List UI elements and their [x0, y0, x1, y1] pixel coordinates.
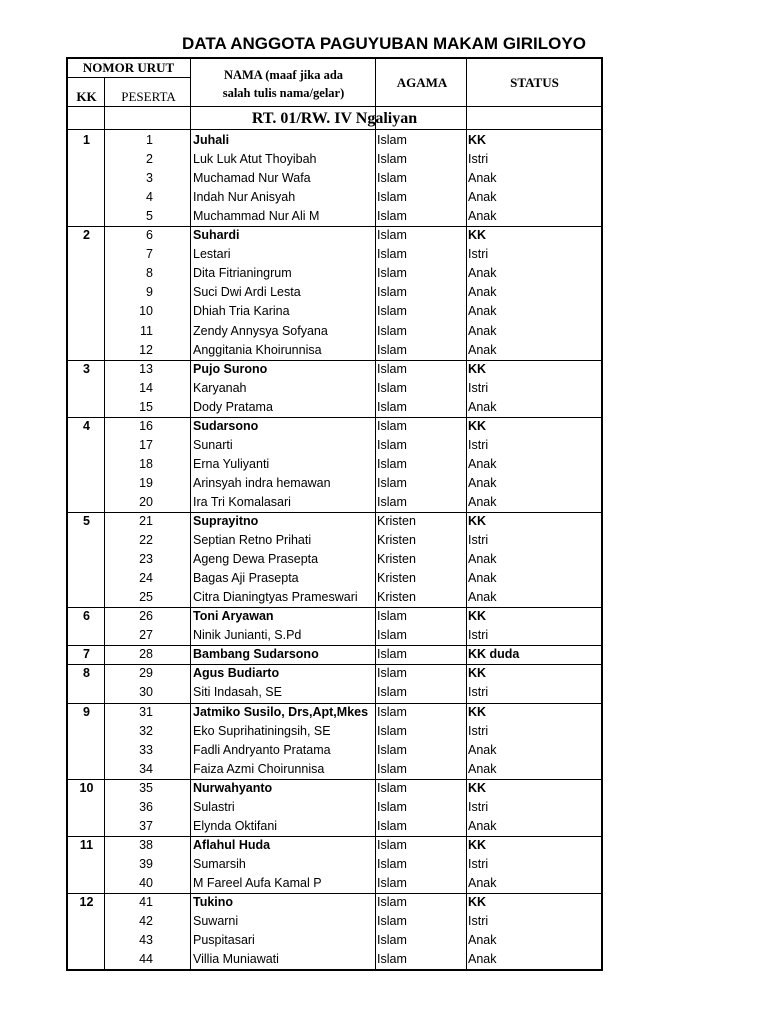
- table-row: [68, 626, 601, 645]
- peserta-number: 16: [139, 418, 153, 433]
- peserta-number: 25: [139, 590, 153, 605]
- peserta-number: 11: [140, 323, 153, 338]
- peserta-number: 18: [139, 456, 153, 471]
- kk-number: 6: [83, 609, 90, 624]
- peserta-number: 5: [146, 209, 153, 224]
- header-kk: KK: [76, 89, 97, 104]
- member-status: KK: [468, 133, 487, 147]
- member-status: Anak: [468, 875, 497, 890]
- table-row: [68, 664, 601, 683]
- kk-number: 1: [83, 133, 90, 147]
- member-status: KK: [468, 780, 487, 795]
- member-status: Anak: [468, 590, 497, 605]
- peserta-number: 3: [146, 171, 153, 186]
- member-religion: Islam: [377, 895, 407, 909]
- member-religion: Islam: [377, 190, 407, 205]
- peserta-number: 24: [139, 571, 153, 586]
- member-name: Nurwahyanto: [193, 780, 273, 795]
- member-religion: Islam: [377, 799, 407, 814]
- member-religion: Islam: [377, 494, 407, 509]
- member-name: Fadli Andryanto Pratama: [193, 742, 331, 757]
- member-religion: Islam: [377, 780, 407, 795]
- peserta-number: 41: [139, 895, 153, 909]
- member-name: Agus Budiarto: [193, 666, 280, 681]
- member-religion: Islam: [377, 228, 407, 243]
- table-row: [68, 607, 601, 626]
- member-name: Dhiah Tria Karina: [193, 304, 290, 319]
- member-name: Dita Fitrianingrum: [193, 266, 292, 281]
- peserta-number: 1: [146, 133, 153, 147]
- peserta-number: 21: [139, 514, 153, 528]
- table-row: [68, 360, 601, 379]
- member-name: Luk Luk Atut Thoyibah: [193, 152, 317, 167]
- table-row: [68, 188, 601, 207]
- member-status: Anak: [468, 818, 497, 833]
- member-status: KK: [468, 609, 487, 624]
- member-name: Bambang Sudarsono: [193, 647, 319, 662]
- kk-number: 8: [83, 666, 90, 681]
- member-name: Siti Indasah, SE: [193, 685, 282, 700]
- member-religion: Islam: [377, 742, 407, 757]
- member-name: Sumarsih: [193, 856, 246, 871]
- table-row: [68, 417, 601, 436]
- member-status: Anak: [468, 399, 497, 414]
- member-name: Pujo Surono: [193, 361, 268, 376]
- table-row: [68, 912, 601, 931]
- section-title: RT. 01/RW. IV Ngaliyan: [251, 110, 418, 127]
- peserta-number: 37: [139, 818, 153, 833]
- member-religion: Islam: [377, 875, 407, 890]
- peserta-number: 10: [139, 304, 153, 319]
- table-row: [68, 531, 601, 550]
- member-status: KK: [468, 228, 487, 243]
- member-name: Dody Pratama: [193, 399, 273, 414]
- member-name: Citra Dianingtyas Prameswari: [193, 590, 358, 605]
- table-row: [68, 474, 601, 493]
- table-row: [68, 950, 601, 969]
- table-row: [68, 226, 601, 245]
- peserta-number: 17: [139, 437, 153, 452]
- member-religion: Kristen: [377, 533, 416, 548]
- member-religion: Islam: [377, 666, 407, 681]
- member-status: Anak: [468, 190, 497, 205]
- member-status: KK: [468, 361, 487, 376]
- header-nama: [192, 66, 375, 102]
- table-row: [68, 150, 601, 169]
- member-name: Tukino: [193, 895, 234, 909]
- peserta-number: 4: [146, 190, 153, 205]
- peserta-number: 39: [139, 856, 153, 871]
- header-nama-line1: NAMA (maaf jika ada: [223, 68, 344, 82]
- peserta-number: 29: [139, 666, 153, 681]
- member-religion: Islam: [377, 285, 407, 300]
- member-status: Istri: [468, 152, 489, 167]
- member-name: Eko Suprihatiningsih, SE: [193, 723, 331, 738]
- member-name: Erna Yuliyanti: [193, 456, 270, 471]
- member-name: Juhali: [193, 133, 230, 147]
- header-status: STATUS: [510, 75, 559, 90]
- member-religion: Islam: [377, 133, 407, 147]
- member-status: Anak: [468, 475, 497, 490]
- member-status: Anak: [468, 304, 497, 319]
- member-religion: Islam: [377, 247, 407, 262]
- peserta-number: 27: [139, 628, 153, 643]
- member-religion: Islam: [377, 818, 407, 833]
- peserta-number: 33: [139, 742, 153, 757]
- member-status: Anak: [468, 552, 497, 567]
- table-row: [68, 512, 601, 531]
- peserta-number: 2: [146, 152, 153, 167]
- member-name: Puspitasari: [193, 933, 255, 948]
- table-row: [68, 855, 601, 874]
- peserta-number: 22: [139, 533, 153, 548]
- member-status: Anak: [468, 209, 497, 224]
- table-row: [68, 836, 601, 855]
- member-name: Karyanah: [193, 380, 247, 395]
- peserta-number: 42: [139, 914, 153, 929]
- peserta-number: 32: [139, 723, 153, 738]
- member-religion: Islam: [377, 456, 407, 471]
- table-row: [68, 207, 601, 226]
- member-status: Anak: [468, 742, 497, 757]
- table-row: [68, 741, 601, 760]
- kk-number: 4: [83, 418, 90, 433]
- member-religion: Kristen: [377, 552, 416, 567]
- member-status: Anak: [468, 933, 497, 948]
- peserta-number: 23: [139, 552, 153, 567]
- member-religion: Islam: [377, 323, 407, 338]
- member-status: KK: [468, 895, 487, 909]
- peserta-number: 12: [139, 342, 153, 357]
- peserta-number: 19: [139, 475, 153, 490]
- table-row: [68, 703, 601, 722]
- table-row: [68, 683, 601, 702]
- peserta-number: 20: [139, 494, 153, 509]
- member-religion: Islam: [377, 152, 407, 167]
- table-row: [68, 760, 601, 779]
- member-name: Villia Muniawati: [193, 952, 279, 967]
- member-status: Istri: [468, 247, 489, 262]
- member-status: Istri: [468, 856, 489, 871]
- header-bottom-line: [68, 106, 601, 107]
- table-row: [68, 569, 601, 588]
- kk-number: 3: [83, 361, 90, 376]
- header-nomor-urut: NOMOR URUT: [82, 60, 175, 75]
- member-status: Istri: [468, 380, 489, 395]
- member-name: Suprayitno: [193, 514, 259, 528]
- table-row: [68, 322, 601, 341]
- member-status: Anak: [468, 323, 497, 338]
- member-status: Istri: [468, 914, 489, 929]
- member-status: Istri: [468, 685, 489, 700]
- member-name: Lestari: [193, 247, 231, 262]
- member-religion: Islam: [377, 361, 407, 376]
- peserta-number: 40: [139, 875, 153, 890]
- member-status: Istri: [468, 533, 489, 548]
- member-name: Muchammad Nur Ali M: [193, 209, 320, 224]
- kk-number: 12: [79, 895, 94, 909]
- member-status: Anak: [468, 571, 497, 586]
- table-row: [68, 645, 601, 664]
- kk-number: 7: [83, 647, 90, 662]
- member-status: KK: [468, 666, 487, 681]
- member-religion: Islam: [377, 418, 407, 433]
- member-name: Anggitania Khoirunnisa: [193, 342, 322, 357]
- member-religion: Islam: [377, 266, 407, 281]
- member-name: Aflahul Huda: [193, 837, 271, 852]
- peserta-number: 8: [146, 266, 153, 281]
- section-bottom-line: [68, 129, 601, 130]
- table-row: [68, 874, 601, 893]
- table-row: [68, 436, 601, 455]
- table-row: [68, 550, 601, 569]
- kk-number: 11: [79, 837, 94, 852]
- table-row: [68, 588, 601, 607]
- member-status: KK: [468, 704, 487, 719]
- member-religion: Islam: [377, 171, 407, 186]
- table-row: [68, 817, 601, 836]
- peserta-number: 9: [146, 285, 153, 300]
- member-status: KK: [468, 418, 487, 433]
- kk-number: 5: [83, 514, 90, 528]
- member-religion: Islam: [377, 475, 407, 490]
- member-religion: Kristen: [377, 514, 416, 528]
- member-name: Septian Retno Prihati: [193, 533, 312, 548]
- peserta-number: 14: [139, 380, 153, 395]
- member-religion: Islam: [377, 342, 407, 357]
- member-religion: Kristen: [377, 590, 416, 605]
- table-row: [68, 455, 601, 474]
- member-religion: Islam: [377, 933, 407, 948]
- member-name: Bagas Aji Prasepta: [193, 571, 299, 586]
- member-name: Ageng Dewa Prasepta: [193, 552, 319, 567]
- member-religion: Islam: [377, 628, 407, 643]
- table-row: [68, 302, 601, 321]
- member-religion: Islam: [377, 761, 407, 776]
- table-row: [68, 245, 601, 264]
- peserta-number: 34: [139, 761, 153, 776]
- peserta-number: 43: [139, 933, 153, 948]
- table-row: [68, 779, 601, 798]
- table-row: [68, 131, 601, 150]
- header-divider: [68, 77, 190, 78]
- peserta-number: 15: [139, 399, 153, 414]
- table-row: [68, 798, 601, 817]
- table-row: [68, 398, 601, 417]
- member-religion: Islam: [377, 704, 407, 719]
- peserta-number: 6: [146, 228, 153, 243]
- member-religion: Islam: [377, 952, 407, 967]
- member-name: Toni Aryawan: [193, 609, 274, 624]
- table-row: [68, 493, 601, 512]
- header-agama: AGAMA: [396, 75, 448, 90]
- table-row: [68, 893, 601, 912]
- member-name: Jatmiko Susilo, Drs,Apt,Mkes: [193, 704, 369, 719]
- member-name: Ira Tri Komalasari: [193, 494, 291, 509]
- peserta-number: 35: [139, 780, 153, 795]
- header-peserta: PESERTA: [121, 89, 176, 104]
- member-status: Anak: [468, 456, 497, 471]
- header-nama-line2: salah tulis nama/gelar): [222, 86, 345, 100]
- member-religion: Islam: [377, 609, 407, 624]
- table-row: [68, 931, 601, 950]
- member-name: Arinsyah indra hemawan: [193, 475, 331, 490]
- peserta-number: 31: [139, 704, 153, 719]
- table-row: [68, 283, 601, 302]
- kk-number: 2: [83, 228, 90, 243]
- member-status: Anak: [468, 285, 497, 300]
- member-religion: Islam: [377, 304, 407, 319]
- kk-number: 9: [83, 704, 90, 719]
- member-name: Suwarni: [193, 914, 239, 929]
- member-status: Anak: [468, 761, 497, 776]
- member-status: KK: [468, 514, 487, 528]
- member-table: [66, 57, 603, 971]
- peserta-number: 13: [139, 361, 153, 376]
- kk-number: 10: [79, 780, 94, 795]
- member-status: KK duda: [468, 647, 520, 662]
- peserta-number: 44: [139, 952, 153, 967]
- member-religion: Islam: [377, 685, 407, 700]
- member-name: Sunarti: [193, 437, 233, 452]
- member-name: Suhardi: [193, 228, 240, 243]
- peserta-number: 26: [139, 609, 153, 624]
- table-row: [68, 169, 601, 188]
- member-religion: Islam: [377, 399, 407, 414]
- member-name: Suci Dwi Ardi Lesta: [193, 285, 301, 300]
- member-status: Anak: [468, 952, 497, 967]
- member-status: Anak: [468, 494, 497, 509]
- member-name: Sulastri: [193, 799, 235, 814]
- table-row: [68, 264, 601, 283]
- member-name: Sudarsono: [193, 418, 259, 433]
- member-name: Faiza Azmi Choirunnisa: [193, 761, 325, 776]
- member-name: Elynda Oktifani: [193, 818, 278, 833]
- member-religion: Islam: [377, 914, 407, 929]
- member-status: Anak: [468, 266, 497, 281]
- member-religion: Islam: [377, 856, 407, 871]
- member-status: Anak: [468, 342, 497, 357]
- member-status: Istri: [468, 723, 489, 738]
- page-title: DATA ANGGOTA PAGUYUBAN MAKAM GIRILOYO: [182, 34, 586, 53]
- member-status: Anak: [468, 171, 497, 186]
- member-religion: Islam: [377, 209, 407, 224]
- member-name: Indah Nur Anisyah: [193, 190, 296, 205]
- member-status: Istri: [468, 628, 489, 643]
- member-name: Zendy Annysya Sofyana: [193, 323, 328, 338]
- member-status: Istri: [468, 799, 489, 814]
- member-name: M Fareel Aufa Kamal P: [193, 875, 322, 890]
- peserta-number: 7: [146, 247, 153, 262]
- member-religion: Kristen: [377, 571, 416, 586]
- member-religion: Islam: [377, 723, 407, 738]
- peserta-number: 28: [139, 647, 153, 662]
- member-status: KK: [468, 837, 487, 852]
- member-name: Muchamad Nur Wafa: [193, 171, 311, 186]
- table-row: [68, 379, 601, 398]
- member-religion: Islam: [377, 380, 407, 395]
- member-religion: Islam: [377, 837, 407, 852]
- peserta-number: 30: [139, 685, 153, 700]
- peserta-number: 36: [139, 799, 153, 814]
- table-row: [68, 722, 601, 741]
- member-status: Istri: [468, 437, 489, 452]
- member-religion: Islam: [377, 437, 407, 452]
- member-name: Ninik Junianti, S.Pd: [193, 628, 302, 643]
- table-row: [68, 341, 601, 360]
- member-religion: Islam: [377, 647, 407, 662]
- peserta-number: 38: [139, 837, 153, 852]
